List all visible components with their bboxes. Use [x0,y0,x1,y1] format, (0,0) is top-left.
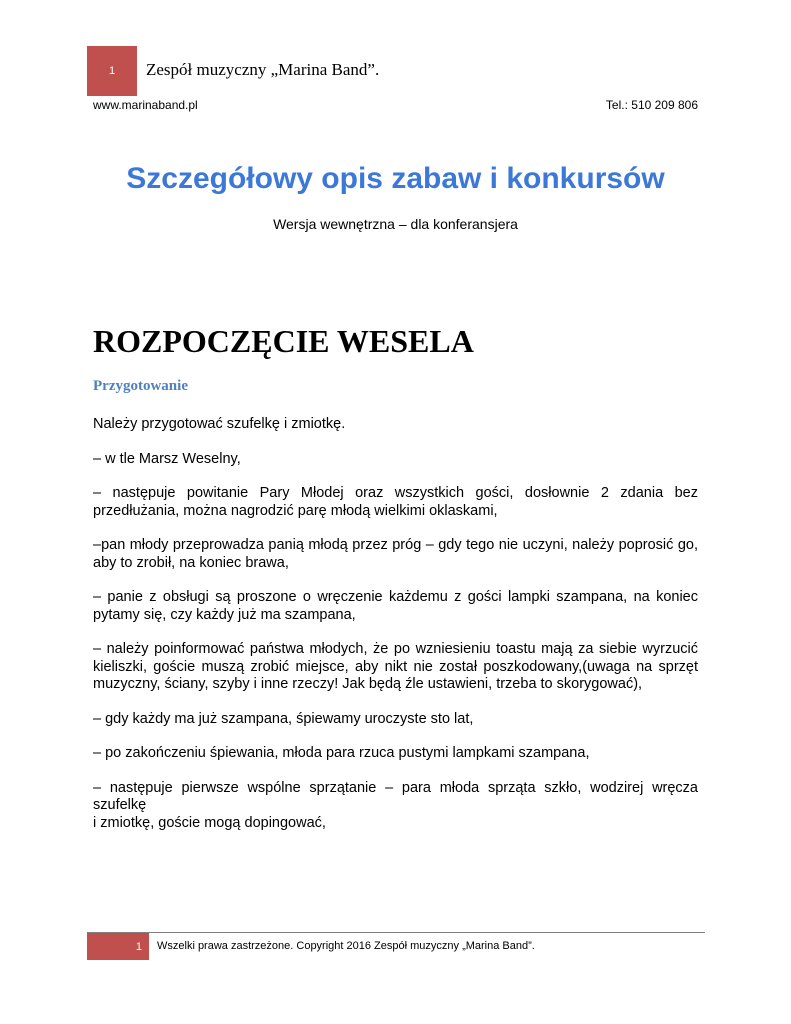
paragraph: – panie z obsługi są proszone o wręczenie każdemu z gości lampki szampana, na koniec pytamy się, czy każdy już ma szampana, [93,589,698,623]
paragraph: i zmiotkę, goście mogą dopingować, [93,814,326,831]
paragraph: Należy przygotować szufelkę i zmiotkę. [93,416,346,432]
paragraph: – w tle Marsz Weselny, [93,450,241,467]
paragraph: –pan młody przeprowadza panią młodą przez próg – gdy tego nie uczyni, należy poprosić go, aby to zrobił, na koniec brawa, [93,537,698,571]
footer-page-number: 1 [135,940,142,953]
footer-page-number-box [87,933,149,960]
document-title: Szczegółowy opis zabaw i konkursów [126,162,665,195]
subsection-heading: Przygotowanie [93,378,188,394]
section-heading: ROZPOCZĘCIE WESELA [93,323,474,359]
footer-copyright: Wszelki prawa zastrzeżone. Copyright 2016 Zespół muzyczny „Marina Band”. [157,940,535,952]
document-subtitle: Wersja wewnętrzna – dla konferansjera [273,216,518,232]
header-phone: Tel.: 510 209 806 [605,98,698,112]
paragraph: – następuje pierwsze wspólne sprzątanie – para młoda sprząta szkło, wodzirej wręcza szufelkę [93,779,698,813]
footer-divider [87,932,705,933]
header-website: www.marinaband.pl [93,98,198,112]
paragraph: – należy poinformować państwa młodych, że po wzniesieniu toastu mają za siebie wyrzucić kieliszki, goście muszą zrobić miejsce, aby nikt nie został poszkodowany,(uwaga na sprzęt muzyczny, ściany, szyby i inne rzeczy! Jak będą źle ustawieni, trzeba to skorygować), [93,641,698,692]
header-page-number: 1 [108,65,116,77]
document-body [93,416,698,849]
paragraph: – po zakończeniu śpiewania, młoda para rzuca pustymi lampkami szampana, [93,745,590,761]
header-page-number-box [87,46,137,96]
header-title: Zespół muzyczny „Marina Band”. [146,60,380,79]
paragraph: – następuje powitanie Pary Młodej oraz wszystkich gości, dosłownie 2 zdania bez przedłużania, można nagrodzić parę młodą wielkimi oklaskami, [93,485,698,519]
paragraph: – gdy każdy ma już szampana, śpiewamy uroczyste sto lat, [93,710,474,727]
